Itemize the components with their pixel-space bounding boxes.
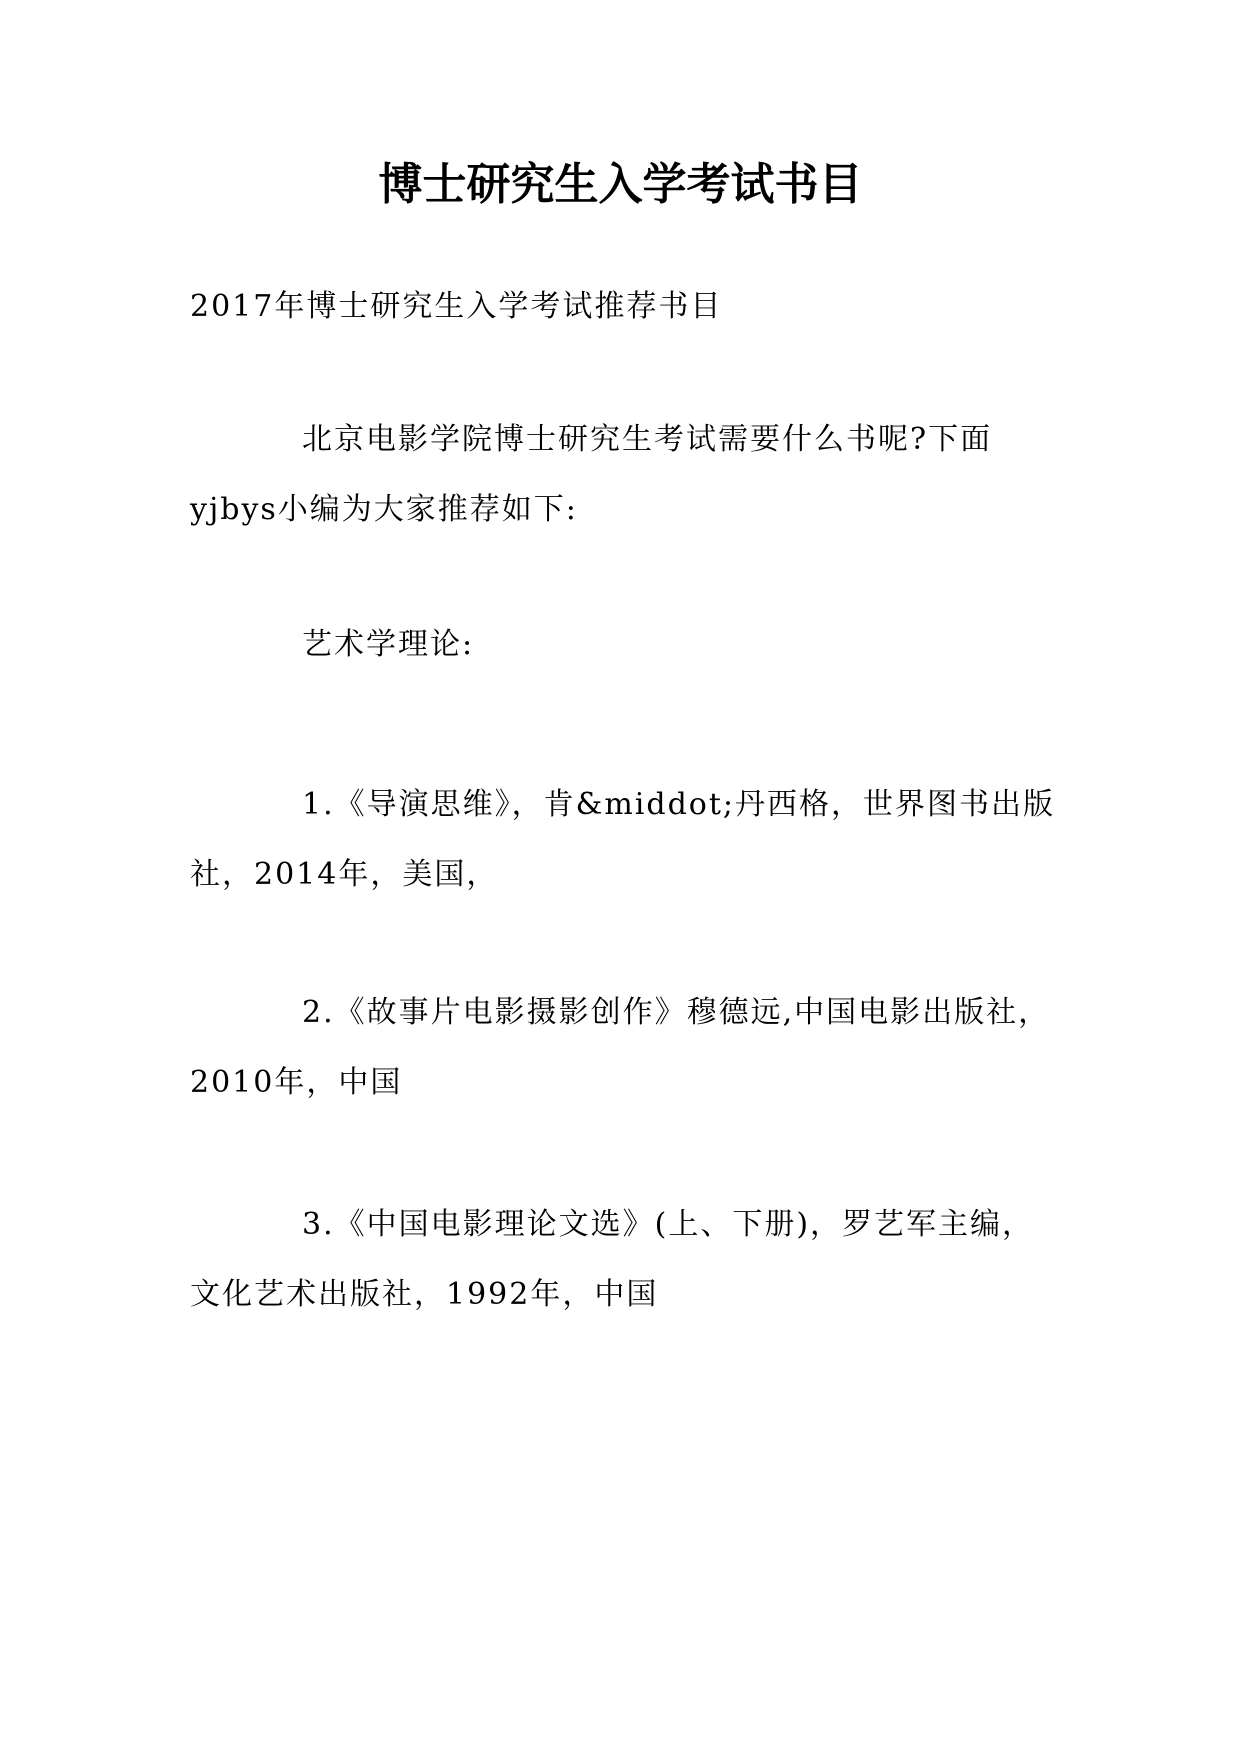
book-item-3: 3.《中国电影理论文选》(上、下册)，罗艺军主编，文化艺术出版社，1992年，中国 bbox=[190, 1207, 1035, 1312]
intro-paragraph: 北京电影学院博士研究生考试需要什么书呢?下面yjbys小编为大家推荐如下: bbox=[190, 422, 993, 527]
book-item-2: 2.《故事片电影摄影创作》穆德远,中国电影出版社，2010年，中国 bbox=[190, 995, 1051, 1100]
document-title: 博士研究生入学考试书目 bbox=[378, 159, 863, 210]
book-item-1: 1.《导演思维》，肯&middot;丹西格，世界图书出版社，2014年，美国， bbox=[190, 787, 1056, 892]
section-heading: 艺术学理论: bbox=[302, 627, 475, 662]
subtitle-line: 2017年博士研究生入学考试推荐书目 bbox=[190, 289, 723, 324]
